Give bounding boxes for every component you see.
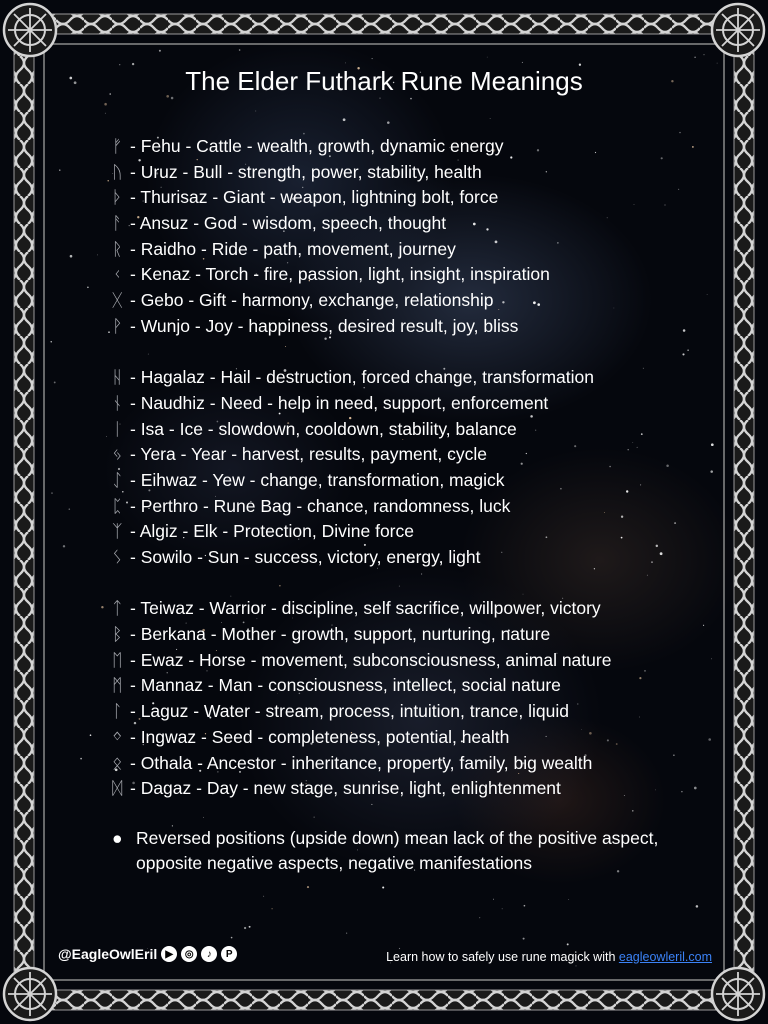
rune-row xyxy=(112,776,611,802)
rune-glyph: ᛖ xyxy=(112,649,123,670)
rune-meaning: - Dagaz - Day - new stage, sunrise, light, enlightenment xyxy=(130,778,561,799)
social-handle: @EagleOwlEril xyxy=(58,946,158,962)
rune-glyph: ᛇ xyxy=(112,469,123,490)
rune-glyph: ᛈ xyxy=(112,495,123,516)
corner-knot-icon xyxy=(712,4,764,56)
rune-meaning: - Mannaz - Man - consciousness, intellect, social nature xyxy=(130,675,561,696)
rune-glyph: ᚱ xyxy=(112,238,123,259)
footer-handle-group xyxy=(58,946,237,962)
page-title: The Elder Futhark Rune Meanings xyxy=(185,66,583,96)
rune-glyph: ᚹ xyxy=(112,315,123,336)
tiktok-icon[interactable]: ♪ xyxy=(201,946,217,962)
rune-row xyxy=(112,211,611,237)
instagram-icon[interactable]: ◎ xyxy=(181,946,197,962)
rune-meaning: - Uruz - Bull - strength, power, stability, health xyxy=(130,161,482,182)
rune-meaning: - Laguz - Water - stream, process, intuition, trance, liquid xyxy=(130,701,569,722)
rune-glyph: ᛚ xyxy=(112,701,123,722)
rune-meaning: - Kenaz - Torch - fire, passion, light, insight, inspiration xyxy=(130,264,550,285)
rune-glyph: ᛃ xyxy=(112,444,123,465)
rune-row xyxy=(112,391,611,417)
website-link[interactable]: eagleowleril.com xyxy=(618,950,712,964)
rune-row xyxy=(112,673,611,699)
rune-row xyxy=(112,442,611,468)
rune-row xyxy=(112,365,611,391)
rune-glyph: ᛟ xyxy=(112,752,123,773)
rune-row xyxy=(112,648,611,674)
rune-glyph: ᚺ xyxy=(112,367,123,388)
rune-meaning: - Wunjo - Joy - happiness, desired result, joy, bliss xyxy=(130,315,519,336)
pinterest-icon[interactable]: P xyxy=(221,946,237,962)
rune-row xyxy=(112,519,611,545)
rune-meaning: - Isa - Ice - slowdown, cooldown, stability, balance xyxy=(130,418,517,439)
rune-list xyxy=(112,134,611,802)
rune-meaning: - Yera - Year - harvest, results, payment, cycle xyxy=(130,444,487,465)
youtube-icon[interactable]: ▶ xyxy=(161,946,177,962)
rune-row xyxy=(112,468,611,494)
rune-meaning: - Fehu - Cattle - wealth, growth, dynamic energy xyxy=(130,136,504,156)
rune-glyph: ᚠ xyxy=(112,136,123,156)
rune-glyph: ᚾ xyxy=(112,392,123,413)
rune-meaning: - Othala - Ancestor - inheritance, property, family, big wealth xyxy=(130,752,593,773)
rune-glyph: ᚦ xyxy=(112,187,123,208)
rune-row xyxy=(112,622,611,648)
rune-glyph: ᛜ xyxy=(112,726,123,747)
rune-meaning: - Ingwaz - Seed - completeness, potential, health xyxy=(130,726,510,747)
rune-glyph: ᛉ xyxy=(112,521,123,542)
corner-knot-icon xyxy=(4,4,56,56)
rune-meaning: - Naudhiz - Need - help in need, support, enforcement xyxy=(130,392,549,413)
rune-meaning: - Eihwaz - Yew - change, transformation, magick xyxy=(130,469,505,490)
rune-row xyxy=(112,134,611,160)
rune-row xyxy=(112,725,611,751)
rune-row xyxy=(112,699,611,725)
rune-glyph: ᛒ xyxy=(112,624,123,645)
rune-row xyxy=(112,160,611,186)
rune-row xyxy=(112,751,611,777)
corner-knot-icon xyxy=(4,968,56,1020)
cta-text: Learn how to safely use rune magick with xyxy=(386,950,616,964)
rune-glyph: ᛊ xyxy=(112,547,123,567)
reversed-note-text: Reversed positions (upside down) mean lack of the positive aspect, opposite negative aspects, negative manifestations xyxy=(136,828,659,873)
rune-meaning: - Algiz - Elk - Protection, Divine force xyxy=(130,521,414,542)
rune-row xyxy=(112,314,611,340)
rune-row xyxy=(112,417,611,443)
rune-row xyxy=(112,494,611,520)
group-spacer xyxy=(112,340,611,366)
rune-meaning: - Sowilo - Sun - success, victory, energy, light xyxy=(130,547,481,567)
rune-meaning: - Hagalaz - Hail - destruction, forced change, transformation xyxy=(130,367,594,388)
corner-knot-icon xyxy=(712,968,764,1020)
rune-glyph: ᛏ xyxy=(112,598,123,619)
rune-glyph: ᛞ xyxy=(112,778,123,799)
rune-meaning: - Ansuz - God - wisdom, speech, thought xyxy=(130,213,447,234)
group-spacer xyxy=(112,571,611,597)
rune-meaning: - Raidho - Ride - path, movement, journey xyxy=(130,238,456,259)
rune-glyph: ᚷ xyxy=(112,290,123,311)
reversed-note xyxy=(112,826,712,876)
rune-meaning: - Gebo - Gift - harmony, exchange, relationship xyxy=(130,290,494,311)
bullet-icon: ● xyxy=(112,828,123,848)
rune-meaning: - Teiwaz - Warrior - discipline, self sacrifice, willpower, victory xyxy=(130,598,601,619)
rune-glyph: ᛁ xyxy=(112,418,123,439)
rune-row xyxy=(112,288,611,314)
rune-glyph: ᛗ xyxy=(112,675,123,696)
rune-row xyxy=(112,596,611,622)
rune-glyph: ᚢ xyxy=(112,161,123,182)
footer-cta xyxy=(386,950,712,964)
rune-meaning: - Thurisaz - Giant - weapon, lightning bolt, force xyxy=(130,187,499,208)
rune-glyph: ᚨ xyxy=(112,213,123,234)
rune-row xyxy=(112,237,611,263)
rune-row xyxy=(112,262,611,288)
rune-meaning: - Ewaz - Horse - movement, subconsciousness, animal nature xyxy=(130,649,612,670)
rune-glyph: ᚲ xyxy=(112,264,123,285)
rune-meaning: - Perthro - Rune Bag - chance, randomness, luck xyxy=(130,495,511,516)
rune-row xyxy=(112,185,611,211)
rune-meaning: - Berkana - Mother - growth, support, nurturing, nature xyxy=(130,624,551,645)
rune-row xyxy=(112,545,611,571)
